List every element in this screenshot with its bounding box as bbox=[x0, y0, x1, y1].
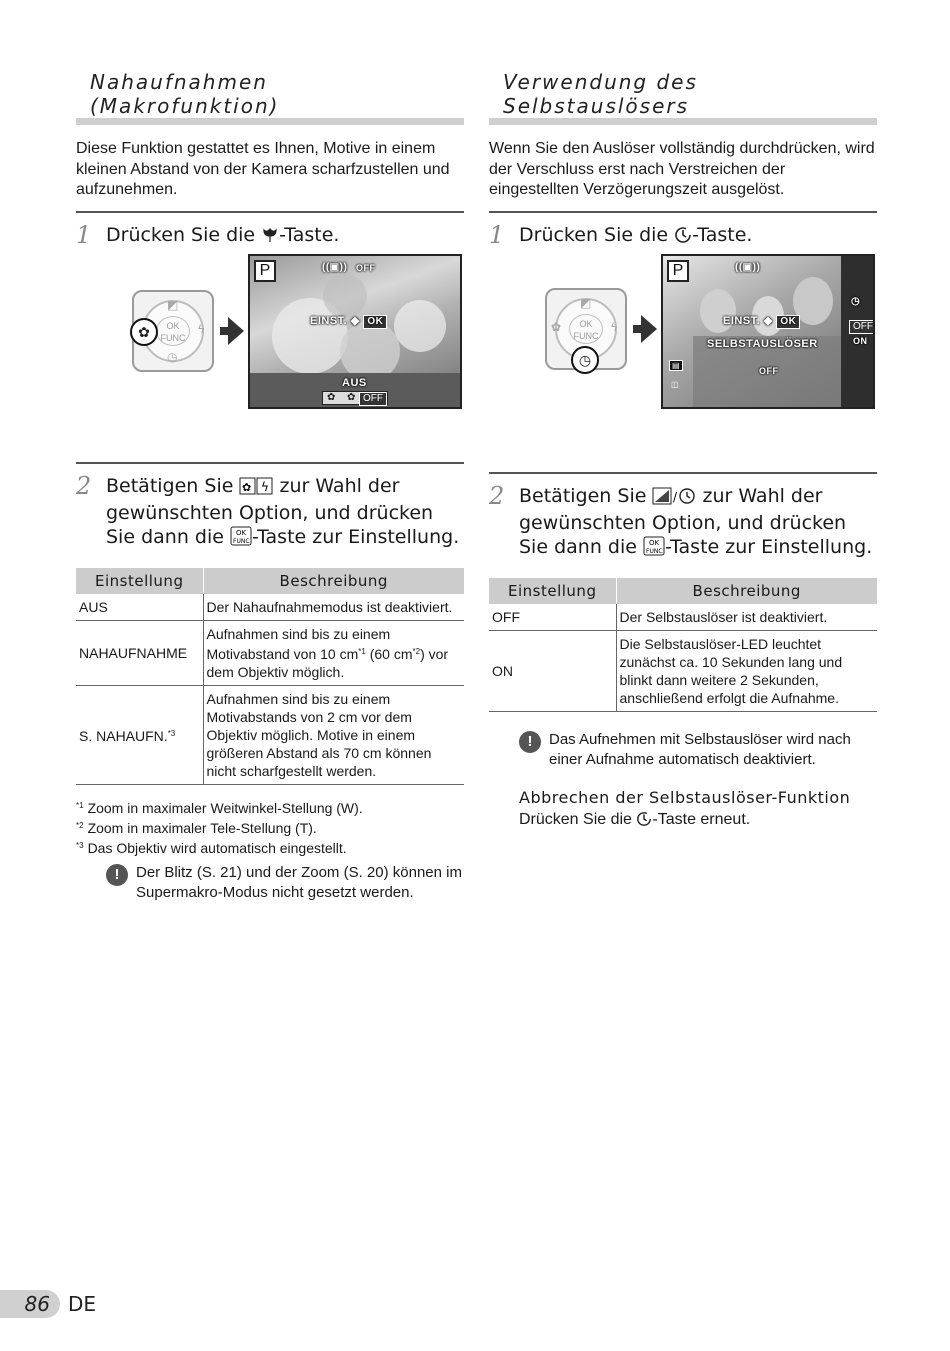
settings-table-selftimer bbox=[489, 578, 877, 712]
mode-p-indicator: P bbox=[667, 260, 689, 282]
macro-icon: ✿ bbox=[551, 319, 562, 334]
macro-button-highlight-icon[interactable]: ✿ bbox=[130, 318, 158, 346]
header-beschreibung: Beschreibung bbox=[616, 578, 877, 604]
description-cell: Aufnahmen sind bis zu einem Motivabstands von 2 cm vor dem Objektiv möglich. Motive in einem größeren Abstand als 70 cm können nicht scharfgestellt werden. bbox=[203, 685, 464, 784]
setting-cell: AUS bbox=[76, 594, 203, 621]
table-row bbox=[489, 604, 877, 631]
section-title-macro: Nahaufnahmen (Makrofunktion) bbox=[76, 70, 464, 125]
self-timer-icon bbox=[674, 226, 692, 250]
einst-ok-label: EINST. ◆ OK bbox=[723, 314, 800, 329]
svg-text:/: / bbox=[673, 489, 678, 504]
lcd-screen bbox=[661, 254, 875, 409]
selbstausloeser-label: SELBSTAUSLÖSER bbox=[707, 337, 818, 350]
table-row bbox=[76, 685, 464, 784]
step-2 bbox=[76, 462, 464, 552]
step-text: Betätigen Sie ✿ ϟ zur Wahl der gewünschten Option, und drücken Sie dann die OK FUNC -Taste zur Einstellung. bbox=[106, 474, 464, 552]
exposure-icon: ◩ bbox=[580, 295, 592, 310]
camera-illustration bbox=[489, 254, 877, 442]
svg-text:ϟ: ϟ bbox=[261, 479, 270, 494]
off-label: OFF bbox=[356, 262, 376, 273]
ok-func-button[interactable]: OK FUNC bbox=[569, 314, 603, 344]
step-2 bbox=[489, 472, 877, 562]
ok-func-button[interactable]: OK FUNC bbox=[156, 316, 190, 346]
caution-icon: ! bbox=[106, 864, 128, 886]
flash-icon: ϟ bbox=[611, 319, 618, 334]
left-column bbox=[76, 70, 464, 903]
step-number: 2 bbox=[489, 481, 505, 510]
page-number: 86 bbox=[0, 1290, 60, 1318]
footnote: $^{*2}$ Zoom in maximaler Tele-Stellung (T). bbox=[76, 819, 317, 836]
setting-cell: S. NAHAUFN.$^{*3}$ bbox=[76, 685, 203, 784]
header-einstellung: Einstellung bbox=[489, 578, 616, 604]
caution-note: ! Das Aufnehmen mit Selbstauslöser wird nach einer Aufnahme automatisch deaktiviert. bbox=[489, 730, 877, 770]
settings-table-macro bbox=[76, 568, 464, 785]
timer-icon: ◷ bbox=[167, 349, 178, 364]
step-1 bbox=[76, 211, 464, 250]
caution-icon: ! bbox=[519, 731, 541, 753]
caution-note: ! Der Blitz (S. 21) und der Zoom (S. 20) können im Supermakro-Modus nicht gesetzt werden. bbox=[76, 863, 464, 903]
camera-illustration bbox=[76, 254, 464, 442]
description-cell: Aufnahmen sind bis zu einem Motivabstand von 10 $cm^{*1}$ (60 $cm^{*2}$) vor dem Objektiv möglich. bbox=[203, 620, 464, 685]
macro-icon: ✿ bbox=[347, 391, 356, 403]
description-cell: Die Selbstauslöser-LED leuchtet zunächst ca. 10 Sekunden lang und blinkt dann weitere 2 Sekunden, anschließend erfolgt die Aufnahme. bbox=[616, 630, 877, 711]
step-text: Drücken Sie die -Taste. bbox=[519, 223, 877, 250]
cancel-text: Drücken Sie die -Taste erneut. bbox=[489, 811, 877, 832]
on-option: ON bbox=[853, 335, 868, 346]
svg-text:OK: OK bbox=[235, 528, 247, 537]
setting-cell: ON bbox=[489, 630, 616, 711]
right-column bbox=[489, 70, 877, 832]
step-number: 1 bbox=[489, 220, 505, 249]
setting-cell: NAHAUFNAHME bbox=[76, 620, 203, 685]
intro-text: Wenn Sie den Auslöser vollständig durchdrücken, wird der Verschluss erst nach Verstreichen der eingestellten Verzögerungszeit ausgelöst. bbox=[489, 140, 875, 198]
setting-cell: OFF bbox=[489, 604, 616, 631]
svg-text:FUNC: FUNC bbox=[645, 547, 663, 555]
einst-ok-label: EINST. ◆ OK bbox=[310, 314, 387, 329]
aus-label: AUS bbox=[342, 376, 367, 389]
header-beschreibung: Beschreibung bbox=[203, 568, 464, 594]
arrow-right-icon bbox=[228, 317, 244, 345]
cancel-heading: Abbrechen der Selbstauslöser-Funktion bbox=[519, 787, 851, 807]
ok-func-key-icon bbox=[643, 536, 665, 562]
svg-text:OK: OK bbox=[648, 538, 660, 547]
svg-text:FUNC: FUNC bbox=[232, 537, 250, 545]
exposure-icon: ◩ bbox=[167, 297, 179, 312]
footnote: $^{*1}$ Zoom in maximaler Weitwinkel-Stellung (W). bbox=[76, 799, 363, 816]
language-code: DE bbox=[68, 1292, 97, 1316]
step-text: Betätigen Sie / zur Wahl der gewünschten Option, und drücken Sie dann die OK FUNC -Taste zur Einstellung. bbox=[519, 484, 877, 562]
mode-p-indicator: P bbox=[254, 260, 276, 282]
image-size-icon: ▤ bbox=[669, 360, 683, 371]
timer-icon: ◷ bbox=[851, 295, 861, 307]
exposure-timer-keys-icon bbox=[652, 487, 696, 511]
lcd-screen bbox=[248, 254, 462, 409]
table-row bbox=[489, 630, 877, 711]
off-small-label: OFF bbox=[759, 365, 779, 376]
table-row bbox=[76, 620, 464, 685]
intro-text: Diese Funktion gestattet es Ihnen, Motive in einem kleinen Abstand von der Kamera scharfzustellen und aufzunehmen. bbox=[76, 140, 450, 198]
stabilizer-icon: ((▣)) bbox=[322, 261, 348, 273]
section-title-selftimer: Verwendung des Selbstauslösers bbox=[489, 70, 877, 125]
stabilizer-icon: ((▣)) bbox=[735, 261, 761, 273]
step-1 bbox=[489, 211, 877, 250]
ok-func-key-icon bbox=[230, 526, 252, 552]
self-timer-button-highlight-icon[interactable]: ◷ bbox=[571, 346, 599, 374]
flash-icon: ϟ bbox=[198, 321, 205, 336]
compression-icon: ◫ bbox=[671, 379, 679, 389]
footnotes bbox=[76, 797, 464, 857]
macro-tulip-icon bbox=[261, 226, 279, 250]
arrow-right-icon bbox=[641, 315, 657, 343]
step-number: 1 bbox=[76, 220, 92, 249]
macro-option-bar bbox=[322, 391, 388, 405]
description-cell: Der Selbstauslöser ist deaktiviert. bbox=[616, 604, 877, 631]
footnote: $^{*3}$ Das Objektiv wird automatisch eingestellt. bbox=[76, 839, 347, 856]
macro-flash-keys-icon bbox=[239, 477, 273, 501]
off-option: OFF bbox=[359, 392, 387, 406]
supermacro-icon: ✿ bbox=[327, 391, 336, 403]
header-einstellung: Einstellung bbox=[76, 568, 203, 594]
self-timer-icon bbox=[636, 811, 652, 832]
step-number: 2 bbox=[76, 471, 92, 500]
svg-text:✿: ✿ bbox=[242, 480, 252, 494]
off-option: OFF bbox=[849, 316, 875, 334]
step-text: Drücken Sie die -Taste. bbox=[106, 223, 464, 250]
table-row bbox=[76, 594, 464, 621]
description-cell: Der Nahaufnahmemodus ist deaktiviert. bbox=[203, 594, 464, 621]
